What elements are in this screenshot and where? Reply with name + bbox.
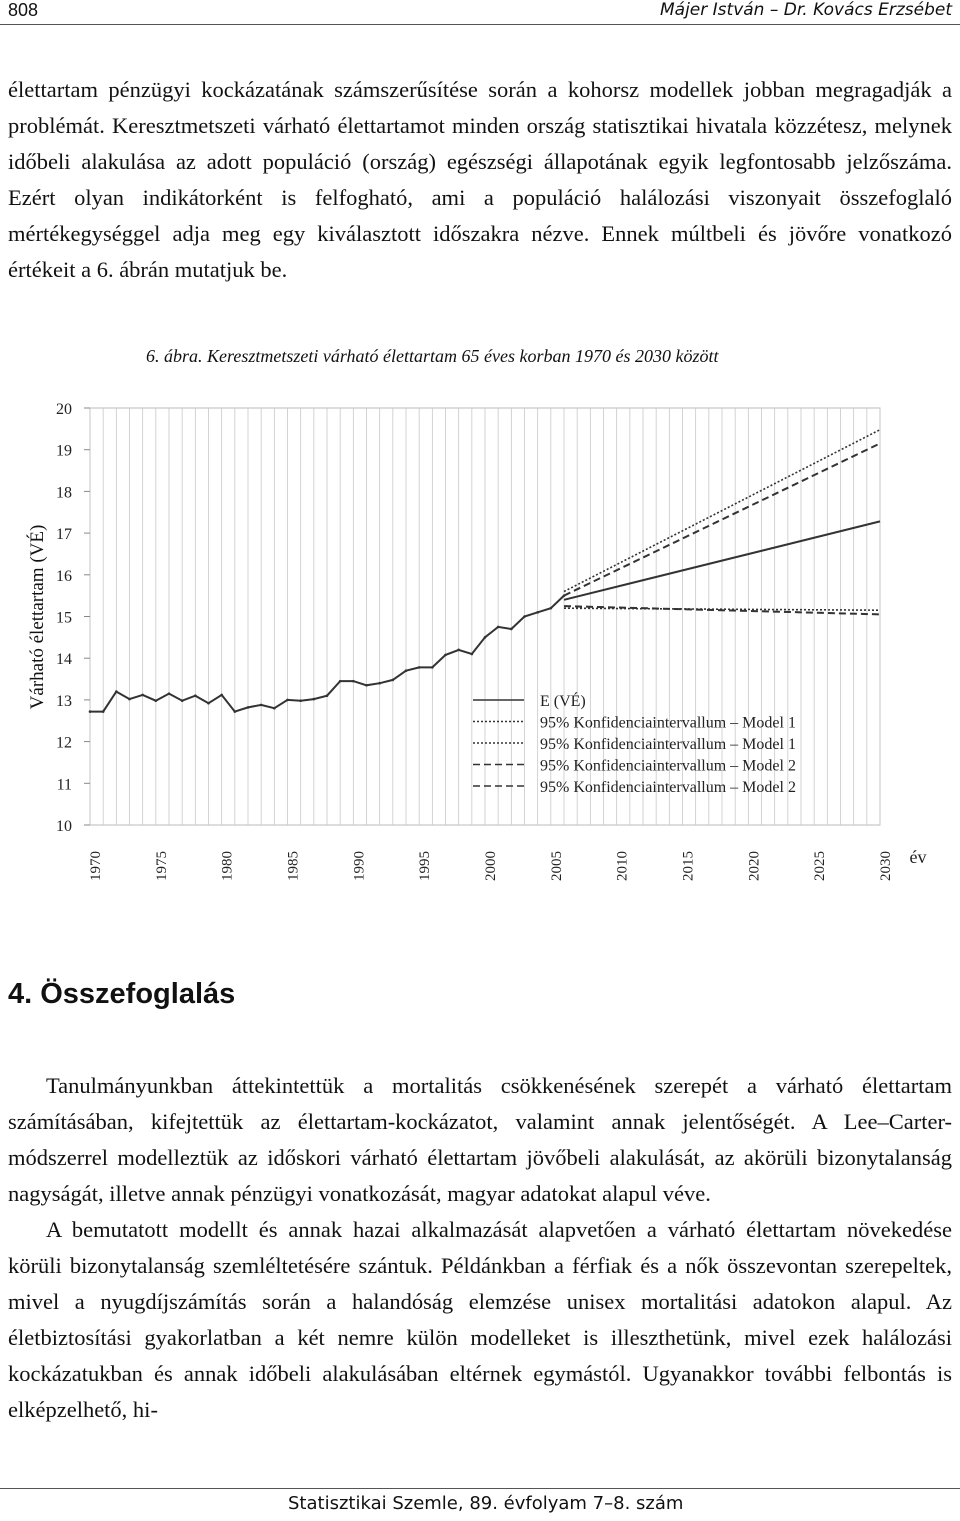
data-point — [378, 682, 381, 685]
y-tick-label: 19 — [56, 442, 72, 460]
data-point — [352, 680, 355, 683]
y-tick-label: 14 — [56, 651, 72, 669]
summary-paragraph-2: A bemutatott modellt és annak hazai alkalmazását alapvetően a várható élettartam növekedése körüli bizonytalanság szemléltetésére szántuk. Példánkban a férfiak és a nők összevontan szerepeltek, mivel a nyugdíjszámítás során a halandóság elemzése unisex mortalitási adatokon alapul. Az életbiztosítási gyakorlatban a két nemre külön modelleket is illeszthetünk, mivel ezek halálozási kockázatukban és annak időbeli alakulásában eltérnek egymástól. Ugyanakkor további felbontás is elképzelhető, hi- — [8, 1217, 952, 1422]
data-point — [194, 694, 197, 697]
legend-label: E (VÉ) — [540, 693, 586, 710]
y-tick-label: 20 — [56, 401, 72, 418]
figure-caption — [146, 346, 718, 367]
page-number: 808 — [8, 0, 39, 20]
intro-paragraph — [8, 72, 952, 288]
data-point — [510, 628, 513, 631]
page-header — [0, 0, 960, 25]
data-point — [168, 692, 171, 695]
x-tick-label: 1970 — [88, 851, 104, 881]
data-point — [102, 710, 105, 713]
data-point — [128, 698, 131, 701]
x-tick-label: 2005 — [548, 851, 565, 881]
y-tick-label: 10 — [56, 818, 72, 835]
x-axis-label: év — [909, 847, 927, 867]
data-point — [286, 699, 289, 702]
running-head-authors: Májer István – Dr. Kovács Erzsébet — [660, 0, 952, 20]
y-tick-label: 18 — [56, 484, 72, 502]
x-tick-label: 2020 — [746, 851, 763, 881]
summary — [8, 1068, 952, 1428]
x-tick-label: 2010 — [614, 851, 631, 881]
data-point — [260, 704, 263, 707]
y-tick-label: 13 — [56, 692, 72, 710]
x-tick-label: 2025 — [812, 851, 829, 881]
data-point — [141, 694, 144, 697]
legend-label: 95% Konfidenciaintervallum – Model 2 — [540, 757, 796, 775]
data-point — [313, 698, 316, 701]
data-point — [431, 666, 434, 669]
legend-label: 95% Konfidenciaintervallum – Model 1 — [540, 736, 796, 753]
data-point — [234, 710, 237, 713]
x-tick-label: 1990 — [351, 851, 368, 881]
data-point — [484, 636, 487, 639]
data-point — [326, 694, 329, 697]
data-point — [457, 649, 460, 652]
legend-label: 95% Konfidenciaintervallum – Model 2 — [540, 779, 796, 796]
page-footer — [0, 1488, 960, 1521]
data-point — [207, 702, 210, 705]
data-point — [181, 699, 184, 702]
figure-title: Keresztmetszeti várható élettartam 65 éves korban 1970 és 2030 között — [207, 346, 719, 366]
x-tick-label: 1980 — [219, 851, 236, 881]
data-point — [523, 615, 526, 618]
data-point — [273, 707, 276, 710]
data-point — [155, 699, 158, 702]
data-point — [536, 611, 539, 614]
data-point — [115, 690, 118, 693]
y-tick-label: 17 — [56, 526, 72, 544]
section-heading: 4. Összefoglalás — [8, 978, 236, 1010]
y-tick-label: 15 — [56, 609, 72, 627]
y-tick-label: 11 — [56, 776, 72, 794]
x-tick-label: 2000 — [483, 851, 499, 881]
data-point — [550, 607, 553, 610]
data-point — [339, 680, 342, 683]
life-expectancy-chart — [0, 395, 960, 895]
intro-text: élettartam pénzügyi kockázatának számszerűsítése során a kohorsz modellek jobban megragadják a problémát. Keresztmetszeti várható élettartamot minden ország statisztikai hivatala közzétesz, melynek időbeli alakulása az adott populáció (ország) egészségi állapotának egyik legfontosabb jelzőszáma. Ezért olyan indikátorként is felfogható, ami a populáció halálozási viszonyait összefoglaló mértékegységgel adja meg egy kiválasztott időszakra nézve. Ennek múltbeli és jövőre vonatkozó értékeit a 6. ábrán mutatjuk be. — [8, 77, 952, 282]
data-point — [405, 669, 408, 672]
data-point — [247, 706, 250, 709]
x-tick-label: 1975 — [153, 851, 170, 881]
data-point — [497, 626, 500, 629]
data-point — [444, 654, 447, 657]
data-point — [89, 710, 92, 713]
y-tick-label: 16 — [56, 567, 72, 585]
x-tick-label: 1985 — [285, 851, 302, 881]
y-axis-label: Várható élettartam (VÉ) — [27, 524, 48, 710]
data-point — [365, 684, 368, 687]
data-point — [471, 653, 474, 656]
journal-name: Statisztikai Szemle, 89. évfolyam 7–8. szám — [288, 1493, 684, 1514]
figure-label: 6. ábra. — [146, 346, 203, 366]
data-point — [392, 679, 395, 682]
data-point — [418, 666, 421, 669]
x-tick-label: 2030 — [878, 851, 894, 881]
y-tick-label: 12 — [56, 734, 72, 752]
x-tick-label: 1995 — [417, 851, 434, 881]
summary-paragraph-1: Tanulmányunkban áttekintettük a mortalitás csökkenésének szerepét a várható élettartam számításában, kifejtettük az élettartam-kockázatot, valamint annak jelentőségét. A Lee–Carter-módszerrel modelleztük az időskori várható élettartam jövőbeli alakulását, az akörüli bizonytalanság nagyságát, illetve annak pénzügyi vonatkozását, magyar adatokat alapul véve. — [8, 1073, 952, 1206]
data-point — [299, 699, 302, 702]
data-point — [220, 694, 223, 697]
legend-label: 95% Konfidenciaintervallum – Model 1 — [540, 714, 796, 732]
x-tick-label: 2015 — [680, 851, 697, 881]
